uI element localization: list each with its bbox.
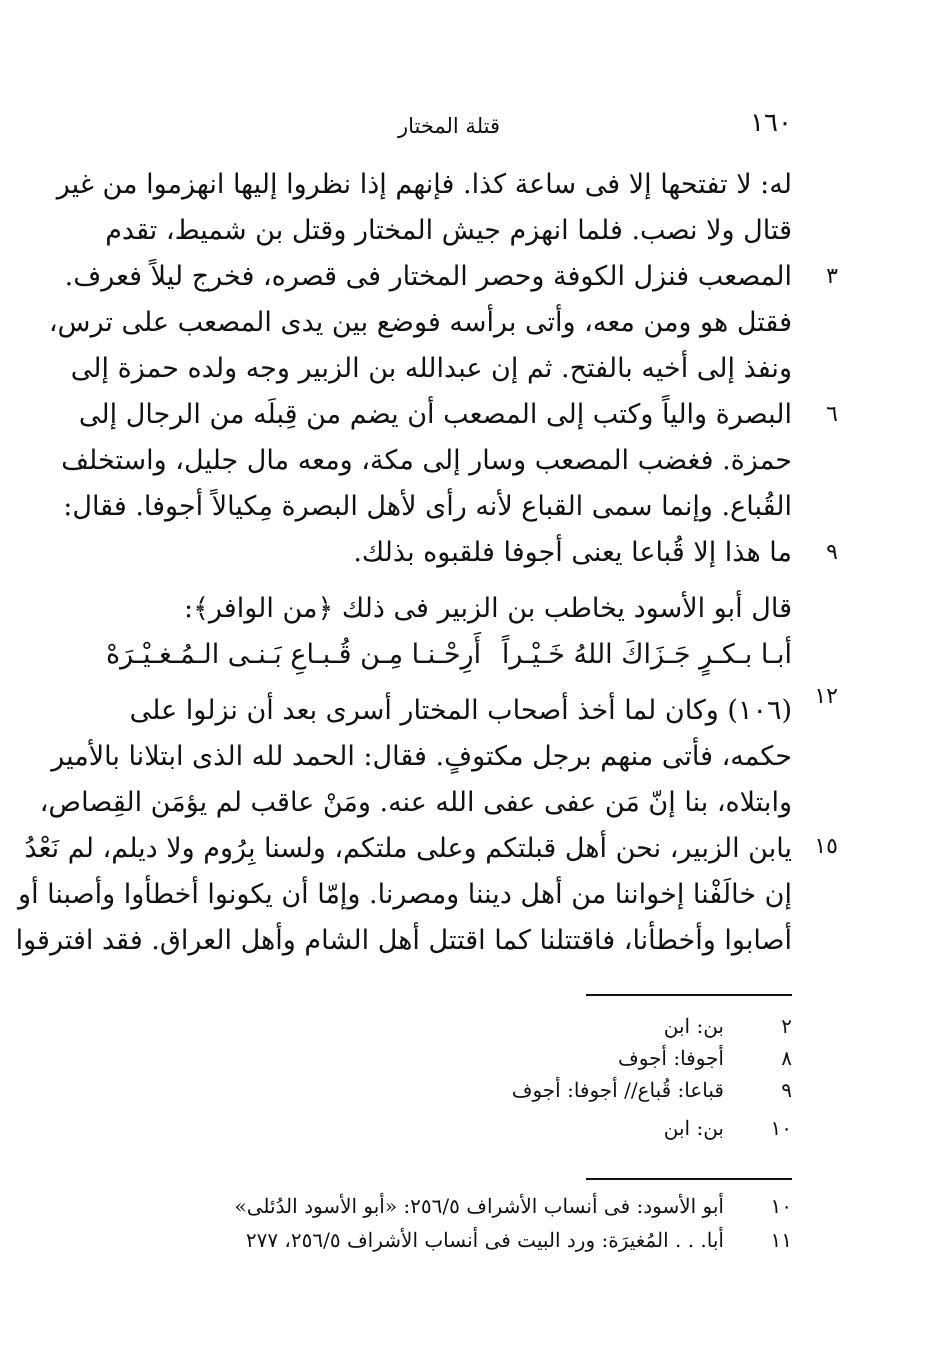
note-text: قباعا: قُباع// أجوفا: أجوف <box>511 1078 724 1102</box>
note-line-ref: ١٠ <box>770 1116 792 1140</box>
note-line-ref: ٨ <box>781 1046 792 1070</box>
variant-note <box>106 1010 792 1042</box>
verse-second-hemistich: أَرِحْـنـا مِـن قُـبـاعِ بَـنـى الـمُـغـيْـرَهْ <box>106 639 482 670</box>
text-line: أصابوا وأخطأنا، فاقتتلنا كما اقتتل أهل الشام وأهل العراق. فقد افترقوا <box>15 925 792 956</box>
line-number: ٩ <box>826 540 838 565</box>
footnote-divider <box>586 994 792 996</box>
note-line-ref: ٢ <box>781 1014 792 1038</box>
line-number: ١٢ <box>814 684 838 709</box>
running-title: قتلة المختار <box>397 114 501 138</box>
text-line: يابن الزبير، نحن أهل قبلتكم وعلى ملتكم، ولسنا بِرُوم ولا ديلم، لم نَعْدُ <box>24 833 792 864</box>
page-header <box>106 108 792 148</box>
variant-note <box>106 1074 792 1106</box>
text-line: ونفذ إلى أخيه بالفتح. ثم إن عبدالله بن الزبير وجه ولده حمزة إلى <box>70 353 792 384</box>
note-text: بن: ابن <box>663 1116 724 1140</box>
text-line: القُباع. وإنما سمى القباع لأنه رأى لأهل البصرة مِكيالاً أجوفا. فقال: <box>63 491 792 522</box>
text-line: المصعب فنزل الكوفة وحصر المختار فى قصره، فخرج ليلاً فعرف. <box>64 261 792 292</box>
variant-note <box>106 1112 792 1144</box>
variant-note <box>106 1042 792 1074</box>
section-106-first-line: (١٠٦) وكان لما أخذ أصحاب المختار أسرى بعد أن نزلوا على <box>129 695 792 726</box>
note-text: أجوفا: أجوف <box>618 1046 724 1070</box>
text-line: قتال ولا نصب. فلما انهزم جيش المختار وقتل بن شميط، تقدم <box>105 215 792 246</box>
text-line: وابتلاه، بنا إنّ مَن عفى عفى الله عنه. ومَنْ عاقب لم يؤمَن القِصاص، <box>39 787 792 818</box>
note-text: أبا. . . المُغيرَة: ورد البيت فى أنساب الأشراف ٢٥٦/٥، ٢٧٧ <box>245 1228 724 1252</box>
text-line: له: لا تفتحها إلا فى ساعة كذا. فإنهم إذا نظروا إليها انهزموا من غير <box>56 169 792 200</box>
note-line-ref: ١٠ <box>770 1194 792 1218</box>
line-number: ٦ <box>826 402 838 427</box>
note-line-ref: ١١ <box>770 1228 792 1252</box>
note-text: أبو الأسود: فى أنساب الأشراف ٢٥٦/٥: «أبو الأسود الدُئلى» <box>234 1194 724 1218</box>
page-number: ١٦٠ <box>750 108 792 138</box>
line-number: ٣ <box>826 264 838 289</box>
source-note <box>106 1224 792 1256</box>
note-line-ref: ٩ <box>781 1078 792 1102</box>
text-line: حمزة. فغضب المصعب وسار إلى مكة، ومعه مال جليل، واستخلف <box>61 445 792 476</box>
text-line: حكمه، فأتى منهم برجل مكتوفٍ. فقال: الحمد لله الذى ابتلانا بالأمير <box>51 741 792 772</box>
line-number: ١٥ <box>814 834 838 859</box>
source-note <box>106 1190 792 1222</box>
verse-intro: قال أبو الأسود يخاطب بن الزبير فى ذلك ﴿من الوافر﴾: <box>183 593 792 624</box>
footnote-divider <box>586 1178 792 1180</box>
verse-line <box>106 632 792 678</box>
note-text: بن: ابن <box>663 1014 724 1038</box>
text-line: إن خالَفْنا إخواننا من أهل ديننا ومصرنا. وإمّا أن يكونوا أخطأوا وأصبنا أو <box>18 879 792 910</box>
text-line: ما هذا إلا قُباعا يعنى أجوفا فلقبوه بذلك. <box>353 537 792 568</box>
text-line: فقتل هو ومن معه، وأتى برأسه فوضع بين يدى المصعب على ترس، <box>48 307 792 338</box>
verse-first-hemistich: أبـا بـكـرٍ جَـزَاكَ اللهُ خَـيْـراً <box>501 639 792 670</box>
text-line: البصرة والياً وكتب إلى المصعب أن يضم من قِبلَه من الرجال إلى <box>78 399 792 430</box>
text-line <box>106 688 792 734</box>
